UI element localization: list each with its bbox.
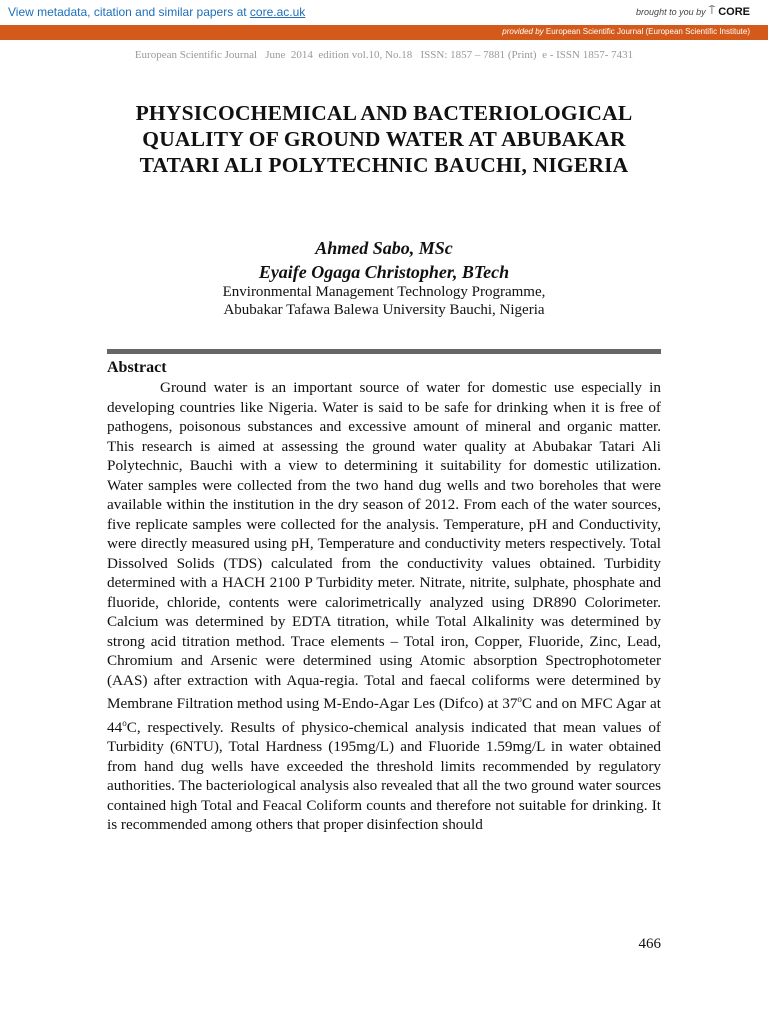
authors (0, 236, 768, 284)
affiliation-line: Environmental Management Technology Programme, (222, 284, 546, 300)
title-line: TATARI ALI POLYTECHNIC BAUCHI, NIGERIA (139, 153, 629, 177)
affiliation (0, 283, 768, 319)
provided-by-text (502, 27, 750, 36)
provided-source: European Scientific Journal (European Scientific Institute) (543, 27, 750, 36)
abstract-text: C and on MFC Agar at 44 (107, 695, 661, 736)
degree-superscript: o (122, 717, 127, 728)
core-logo[interactable]: CORE (718, 5, 750, 18)
page-number: 466 (638, 936, 661, 952)
affiliation-line: Abubakar Tafawa Balewa University Bauchi, Nigeria (223, 302, 545, 318)
title-line: PHYSICOCHEMICAL AND BACTERIOLOGICAL (135, 101, 633, 125)
provided-by-bar (0, 25, 768, 40)
paper-title (80, 100, 688, 178)
core-view-text: View metadata, citation and similar papers at (8, 5, 250, 19)
core-ac-uk-link[interactable]: core.ac.uk (249, 5, 306, 19)
brought-text: brought to you by (636, 6, 706, 17)
author-name: Ahmed Sabo, MSc (315, 238, 453, 258)
provided-prefix: provided by (502, 27, 544, 36)
core-metadata-link[interactable] (8, 5, 305, 19)
journal-header: European Scientific Journal June 2014 edition vol.10, No.18 ISSN: 1857 – 7881 (Print) e - ISSN 1857- 7431 (134, 49, 634, 61)
author-name: Eyaife Ogaga Christopher, BTech (258, 262, 510, 282)
degree-superscript: o (517, 694, 522, 704)
section-divider (107, 349, 661, 354)
title-line: QUALITY OF GROUND WATER AT ABUBAKAR (142, 127, 626, 151)
core-brought-by (636, 5, 750, 18)
abstract-body (107, 378, 661, 835)
core-banner (0, 0, 768, 26)
abstract-heading: Abstract (107, 359, 167, 376)
abstract-text: Ground water is an important source of water for domestic use especially in developing countries like Nigeria. Water is said to be safe for drinking when it is free of pathogens, poisonous substances and excessive amount of mineral and organic matter. This research is aimed at assessing the ground water quality at Abubakar Tatari Ali Polytechnic, Bauchi with a view to determining it suitability for domestic utilization. Water samples were collected from the two hand dug wells and two boreholes that were available within the institution in the dry season of 2012. From each of the water sources, five replicate samples were collected for the analysis. Temperature, pH and Conductivity, were directly measured using pH, Temperature and conductivity meters respectively. Total Dissolved Solids (TDS) calculated from the conductivity values obtained. Turbidity determined with a HACH 2100 P Turbidity meter. Nitrate, nitrite, sulphate, phosphate and fluoride, chloride, contents were calorimetrically analyzed using DR890 Colorimeter. Calcium was determined by EDTA titration, while Total Alkalinity was determined by strong acid titration method. Trace elements – Total iron, Copper, Fluoride, Zinc, Lead, Chromium and Arsenic were determined using Atomic absorption Spectrophotometer (AAS) after extraction with Aqua-regia. Total and faecal coliforms were determined by Membrane Filtration method using M-Endo-Agar Les (Difco) at 37 (107, 379, 661, 713)
core-logo-icon: ⍑ (708, 5, 716, 17)
abstract-text: C, respectively. Results of physico-chemical analysis indicated that mean values of Turbidity (6NTU), Total Hardness (195mg/L) and Fluoride 1.59mg/L in water obtained from hand dug wells have exceeded the threshold limits recommended by regulatory authorities. The bacteriological analysis also revealed that all the two ground water sources contained high Total and Feacal Coliform counts and therefore not suitable for drinking. It is recommended among others that proper disinfection should (107, 718, 661, 834)
